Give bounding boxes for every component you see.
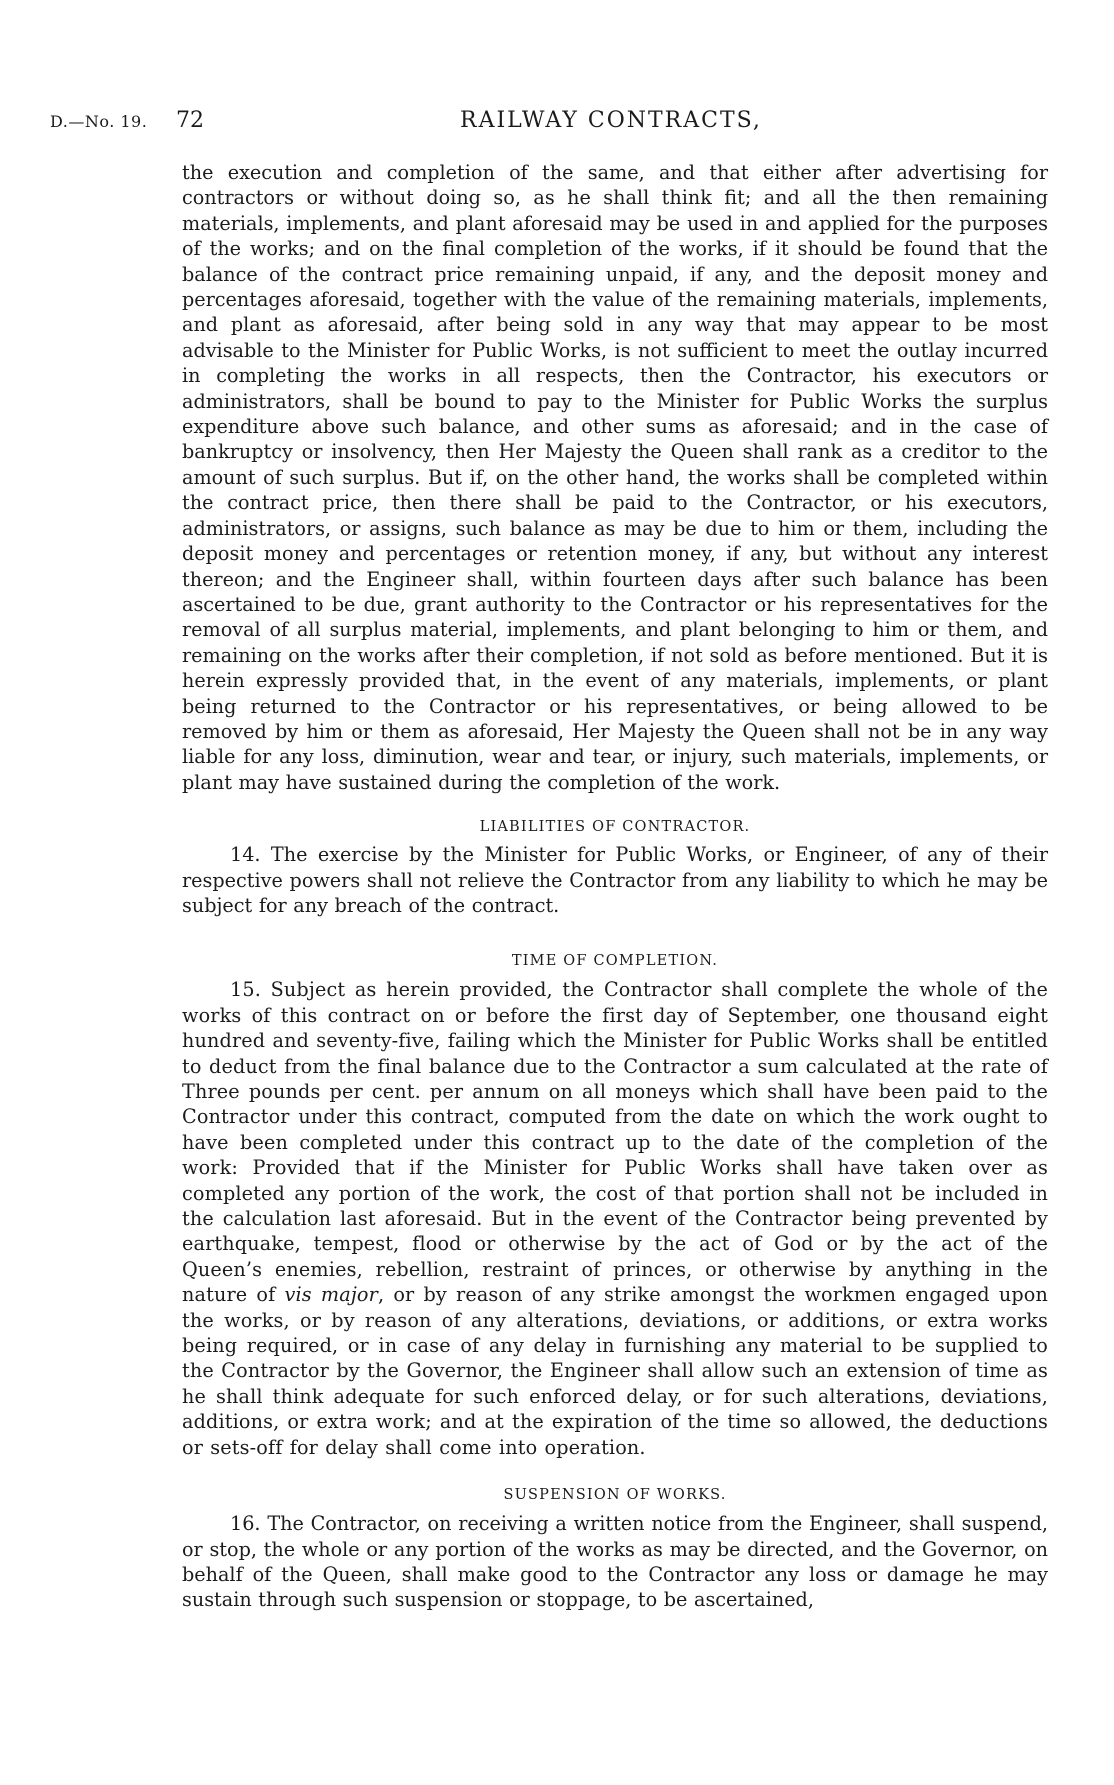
section-heading-completion: TIME OF COMPLETION. bbox=[511, 953, 719, 970]
section-heading-suspension: SUSPENSION OF WORKS. bbox=[503, 1487, 727, 1504]
section-heading-liabilities: LIABILITIES OF CONTRACTOR. bbox=[479, 819, 751, 836]
clause-15-text-before: 15. Subject as herein provided, the Contractor shall complete the whole of the works of this contract on or before the first day of September, one thousand eight hundred and seventy-five, failing which the Minister for Public Works shall be entitled to deduct from the final balance due to the Contractor a sum calculated at the rate of Three pounds per cent. per annum on all moneys which shall have been paid to the Contractor under this contract, computed from the date on which the work ought to have been completed under this contract up to the date of the completion of the work: Provided that if the Minister for Public Works shall have taken over as completed any portion of the work, the cost of that portion shall not be included in the calculation last aforesaid. But in the event of the Contractor being prevented by earthquake, tempest, flood or otherwise by the act of God or by the act of the Queen’s enemies, rebellion, restraint of princes, or otherwise by anything in the nature of bbox=[182, 978, 1048, 1307]
running-title: RAILWAY CONTRACTS, bbox=[460, 108, 762, 133]
clause-15 bbox=[182, 977, 1048, 1460]
document-reference: D.—No. 19. bbox=[50, 112, 148, 131]
page-header bbox=[50, 108, 1050, 138]
clause-16: 16. The Contractor, on receiving a written notice from the Engineer, shall suspend, or stop, the whole or any portion of the works as may be directed, and the Governor, on behalf of the Queen, shall make good to the Contractor any loss or damage he may sustain through such suspension or stoppage, to be ascertained, bbox=[182, 1512, 1048, 1612]
page-number: 72 bbox=[176, 108, 204, 133]
clause-15-italic-term: vis major bbox=[284, 1283, 378, 1307]
clause-15-text-after: , or by reason of any strike amongst the workmen engaged upon the works, or by reason of any alterations, deviations, or additions, or extra works being required, or in case of any delay in furnishing any material to be supplied to the Contractor by the Governor, the Engineer shall allow such an extension of time as he shall think adequate for such enforced delay, or for such alterations, deviations, additions, or extra work; and at the expiration of the time so allowed, the deductions or sets-off for delay shall come into operation. bbox=[182, 1283, 1048, 1459]
document-body bbox=[182, 160, 1048, 1613]
clause-14: 14. The exercise by the Minister for Public Works, or Engineer, of any of their respective powers shall not relieve the Contractor from any liability to which he may be subject for any breach of the contract. bbox=[182, 843, 1048, 917]
continuation-paragraph: the execution and completion of the same, and that either after advertising for contractors or without doing so, as he shall think fit; and all the then remaining materials, implements, and plant aforesaid may be used in and applied for the purposes of the works; and on the final completion of the works, if it should be found that the balance of the contract price remaining unpaid, if any, and the deposit money and percentages aforesaid, together with the value of the remaining materials, implements, and plant as aforesaid, after being sold in any way that may appear to be most advisable to the Minister for Public Works, is not sufficient to meet the outlay incurred in completing the works in all respects, then the Contractor, his executors or administrators, shall be bound to pay to the Minister for Public Works the surplus expenditure above such balance, and other sums as aforesaid; and in the case of bankruptcy or insolvency, then Her Majesty the Queen shall rank as a creditor to the amount of such surplus. But if, on the other hand, the works shall be completed within the contract price, then there shall be paid to the Contractor, or his executors, administrators, or assigns, such balance as may be due to him or them, including the deposit money and percentages or retention money, if any, but without any interest thereon; and the Engineer shall, within fourteen days after such balance has been ascertained to be due, grant authority to the Contractor or his representatives for the removal of all surplus material, implements, and plant belonging to him or them, and remaining on the works after their completion, if not sold as before mentioned. But it is herein expressly provided that, in the event of any materials, implements, or plant being returned to the Contractor or his representatives, or being allowed to be removed by him or them as aforesaid, Her Majesty the Queen shall not be in any way liable for any loss, diminution, wear and tear, or injury, such materials, implements, or plant may have sustained during the completion of the work. bbox=[182, 161, 1048, 794]
